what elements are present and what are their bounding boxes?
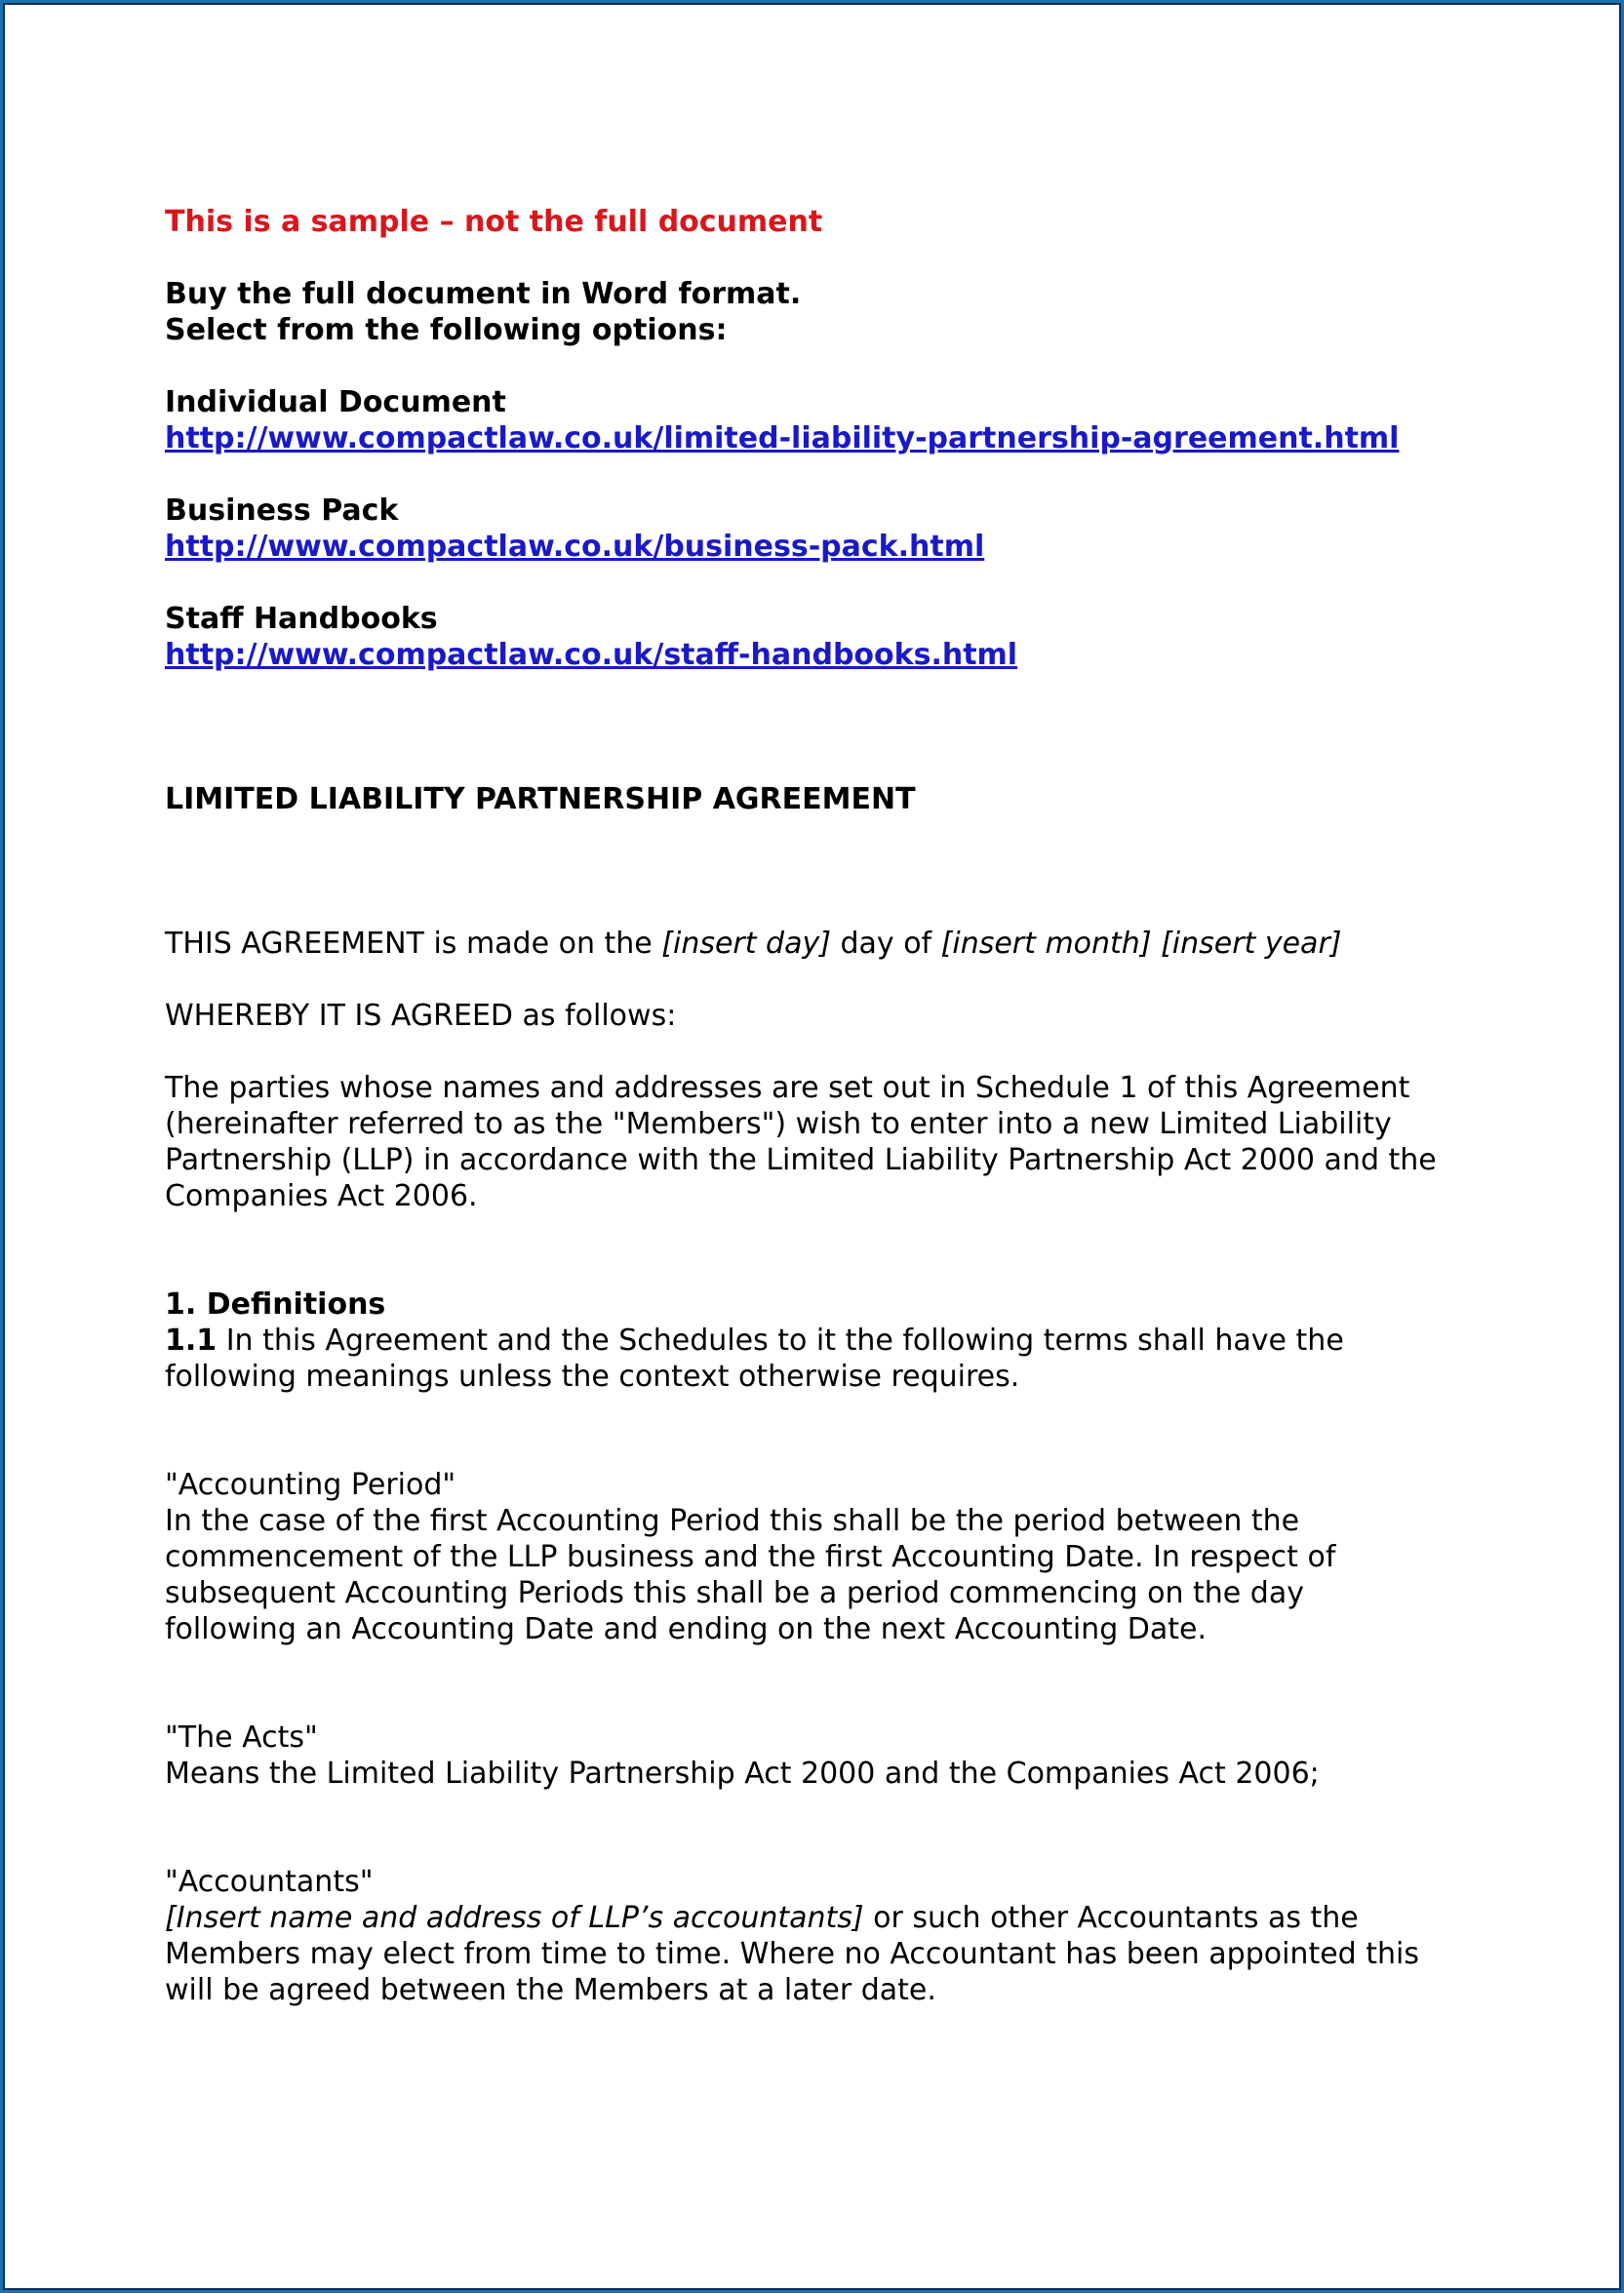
day-placeholder: [insert day] <box>661 927 831 961</box>
year-placeholder: [insert year] <box>1161 927 1342 961</box>
clause-number: 1.1 <box>165 1324 218 1358</box>
intro-prefix: THIS AGREEMENT is made on the <box>165 927 662 961</box>
accountants-text: or such other Accountants as the Members may elect from time to time. Where no Accountant has been appointed this will be agreed between the Members at a later date. <box>165 1901 1419 2007</box>
definition-term-accountants: "Accountants" <box>165 1865 374 1899</box>
buy-line: Buy the full document in Word format. <box>165 277 802 311</box>
link-business-pack[interactable]: http://www.compactlaw.co.uk/business-pack.html <box>165 530 985 564</box>
section-heading-definitions: 1. Definitions <box>165 1287 386 1322</box>
select-line: Select from the following options: <box>165 313 728 347</box>
definition-term-the-acts: "The Acts" <box>165 1720 318 1755</box>
document-title: LIMITED LIABILITY PARTNERSHIP AGREEMENT <box>165 782 916 816</box>
definition-text-accountants <box>165 1900 1472 2008</box>
definition-text-the-acts: Means the Limited Liability Partnership Act 2000 and the Companies Act 2006; <box>165 1757 1320 1791</box>
sample-warning: This is a sample – not the full document <box>165 205 823 239</box>
intro-space <box>1152 927 1162 961</box>
option-label-staff-handbooks: Staff Handbooks <box>165 602 438 636</box>
parties-paragraph: The parties whose names and addresses are set out in Schedule 1 of this Agreement (hereinafter referred to as the "Members") wish to enter into a new Limited Liability Partnership (LLP) in accordance with the Limited Liability Partnership Act 2000 and the Companies Act 2006. <box>165 1071 1437 1213</box>
clause-1-1 <box>165 1323 1462 1395</box>
link-staff-handbooks[interactable]: http://www.compactlaw.co.uk/staff-handbooks.html <box>165 638 1018 672</box>
definition-term-accounting-period: "Accounting Period" <box>165 1468 456 1502</box>
intro-paragraph <box>165 926 1491 962</box>
document-page <box>165 204 1491 2008</box>
whereby-line: WHEREBY IT IS AGREED as follows: <box>165 999 677 1033</box>
option-label-individual-document: Individual Document <box>165 385 506 419</box>
intro-middle: day of <box>830 927 941 961</box>
link-individual-document[interactable]: http://www.compactlaw.co.uk/limited-liability-partnership-agreement.html <box>165 421 1400 455</box>
accountants-placeholder: [Insert name and address of LLP’s accountants] <box>165 1901 864 1935</box>
option-label-business-pack: Business Pack <box>165 494 399 528</box>
definition-text-accounting-period: In the case of the first Accounting Period this shall be the period between the commencement of the LLP business and the first Accounting Date. In respect of subsequent Accounting Periods this shall be a period commencing on the day following an Accounting Date and ending on the next Accounting Date. <box>165 1504 1336 1646</box>
month-placeholder: [insert month] <box>940 927 1152 961</box>
clause-text: In this Agreement and the Schedules to it the following terms shall have the following meanings unless the context otherwise requires. <box>165 1324 1344 1394</box>
